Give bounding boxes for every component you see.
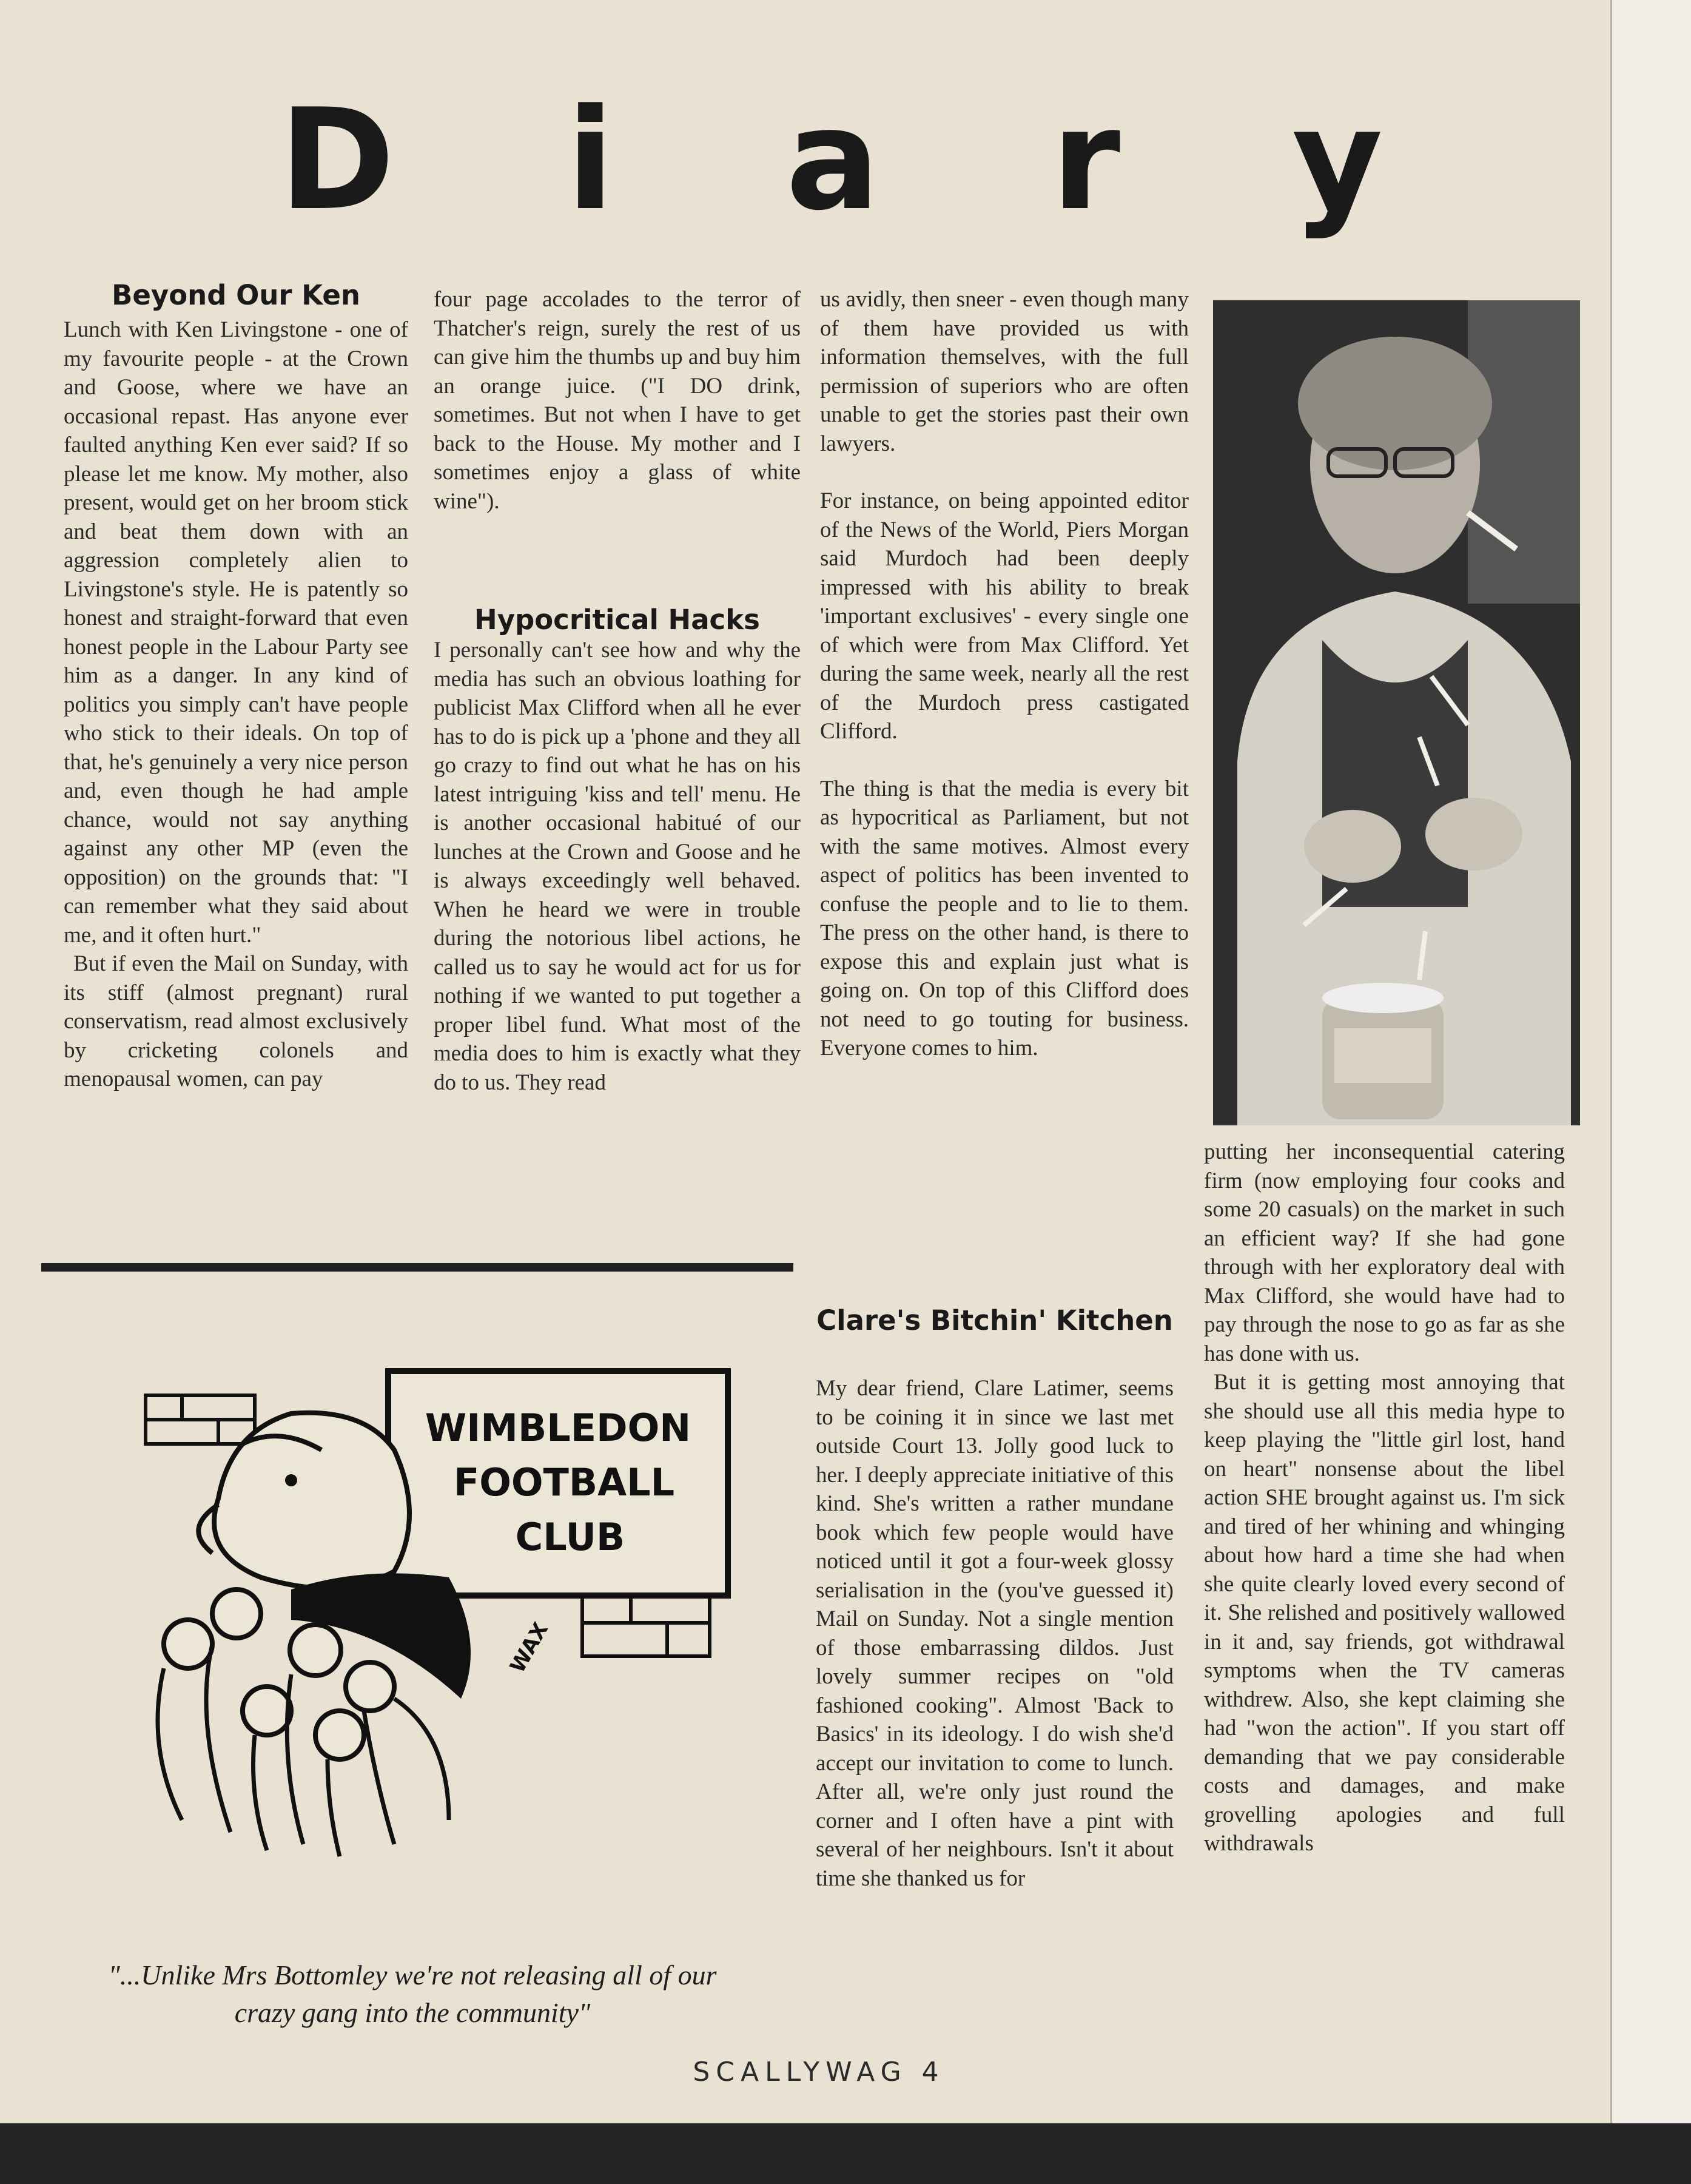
adjacent-page-edge: [1610, 0, 1691, 2123]
title-letter: y: [1292, 79, 1383, 241]
heading-beyond-our-ken: Beyond Our Ken: [112, 279, 360, 311]
article-column-1: [64, 315, 408, 1094]
article-paragraph: The thing is that the media is every bit as hypocritical as Parliament, but not with the same motives. Almost every aspect of politics has been invented to confuse the people and to lie to them. The press on the other hand, is there to expose this and explain just what is going on. On top of this Clifford does not need to go touting for business. Everyone comes to him.: [820, 776, 1189, 1060]
heading-hypocritical-hacks: Hypocritical Hacks: [474, 604, 760, 636]
article-paragraph: But it is getting most annoying that she should use all this media hype to keep playing the "little girl lost, hand on heart" nonsense about the libel action SHE brought against us. I'm sick and tired of her whining and whinging about how hard a time she had when she quite clearly loved every second of it. She relished and positively wallowed in it and, say friends, got withdrawal symptoms when the TV cameras withdrew. Also, she kept claiming she had "won the action". If you start off demanding that we pay considerable costs and damages, and make grovelling apologies and full withdrawals: [1204, 1370, 1565, 1856]
page-footer: SCALLYWAG 4: [693, 2057, 945, 2088]
scan-background: [0, 2123, 1691, 2184]
article-column-3b: [816, 1374, 1174, 1893]
cartoon-caption: [49, 1956, 776, 2032]
cartoon-signature: WAX: [505, 1618, 554, 1677]
article-paragraph: I personally can't see how and why the media has such an obvious loathing for publicist Max Clifford when all he ever has to do is pick up a 'phone and they all go crazy to find out what he has on his latest intriguing 'kiss and tell' menu. He is another occasional habitué of our lunches at the Crown and Goose and he is always exceedingly well behaved. When he heard we were in trouble during the notorious libel actions, he called us to say he would act for us for nothing if we wanted to put together a proper libel fund. What most of the media does to him is exactly what they do to us. They read: [434, 638, 801, 1095]
sign-line-1: WIMBLEDON: [425, 1406, 691, 1450]
cartoon-illustration: [109, 1359, 788, 1875]
photo-man-smoking: [1213, 300, 1580, 1125]
article-paragraph: But if even the Mail on Sunday, with its stiff (almost pregnant) rural conservatism, read almost exclusively by cricketing colonels and menopausal women, can pay: [64, 951, 408, 1091]
article-column-3: [820, 285, 1189, 1063]
cartoon-drawing: [109, 1359, 788, 1875]
page-title: [279, 79, 1383, 241]
title-letter: a: [785, 79, 880, 241]
article-paragraph: us avidly, then sneer - even though many of them have provided us with information themselves, with the full permission of superiors who are often unable to get the stories past their own lawyers.: [820, 287, 1189, 456]
heading-clares-kitchen: Clare's Bitchin' Kitchen: [816, 1304, 1173, 1336]
article-column-2b: [434, 636, 801, 1097]
section-divider: [41, 1263, 793, 1272]
article-column-4: [1204, 1138, 1565, 1858]
sign-line-3: CLUB: [515, 1515, 625, 1559]
caption-line: "...Unlike Mrs Bottomley we're not releasing all of our: [108, 1960, 717, 1990]
title-letter: r: [1051, 79, 1121, 241]
title-letter: D: [279, 79, 395, 241]
article-paragraph: For instance, on being appointed editor of the News of the World, Piers Morgan said Murdoch had been deeply impressed with his ability to break 'important exclusives' - every single one of which were from Max Clifford. Yet during the same week, nearly all the rest of the Murdoch press castigated Clifford.: [820, 488, 1189, 744]
article-paragraph: four page accolades to the terror of Thatcher's reign, surely the rest of us can give him the thumbs up and buy him an orange juice. ("I DO drink, sometimes. But not when I have to get back to the House. My mother and I sometimes enjoy a glass of white wine").: [434, 287, 801, 514]
article-paragraph: putting her inconsequential catering firm (now employing four cooks and some 20 casuals) on the market in such an efficient way? If she had gone through with her exploratory deal with Max Clifford, she would have had to pay through the nose to go as far as she has done with us.: [1204, 1139, 1565, 1366]
caption-line: crazy gang into the community": [234, 1997, 591, 2028]
article-paragraph: Lunch with Ken Livingstone - one of my favourite people - at the Crown and Goose, where we have an occasional repast. Has anyone ever faulted anything Ken ever said? If so please let me know. My mother, also present, would get on her broom stick and beat them down with an aggression completely alien to Livingstone's style. He is patently so honest and straight-forward that even honest people in the Labour Party see him as a danger. In any kind of politics you simply can't have people who stick to their ideals. On top of that, he's genuinely a very nice person and, even though he had ample chance, would not say anything against any other MP (even the opposition) on the grounds that: "I can remember what they said about me, and it often hurt.": [64, 317, 408, 948]
article-paragraph: My dear friend, Clare Latimer, seems to be coining it in since we last met outside Court 13. Jolly good luck to her. I deeply appreciate initiative of this kind. She's written a rather mundane book which few people would have noticed until it got a four-week glossy serialisation in the (you've guessed it) Mail on Sunday. Not a single mention of those embarrassing dildos. Just lovely summer recipes on "old fashioned cooking". Almost 'Back to Basics' in its ideology. I do wish she'd accept our invitation to come to lunch. After all, we're only just round the corner and I often have a pint with several of her neighbours. Isn't it about time she thanked us for: [816, 1376, 1174, 1891]
sign-line-2: FOOTBALL: [453, 1460, 675, 1505]
article-column-2: [434, 285, 801, 516]
title-letter: i: [566, 79, 614, 241]
photo-illustration: [1213, 300, 1580, 1125]
